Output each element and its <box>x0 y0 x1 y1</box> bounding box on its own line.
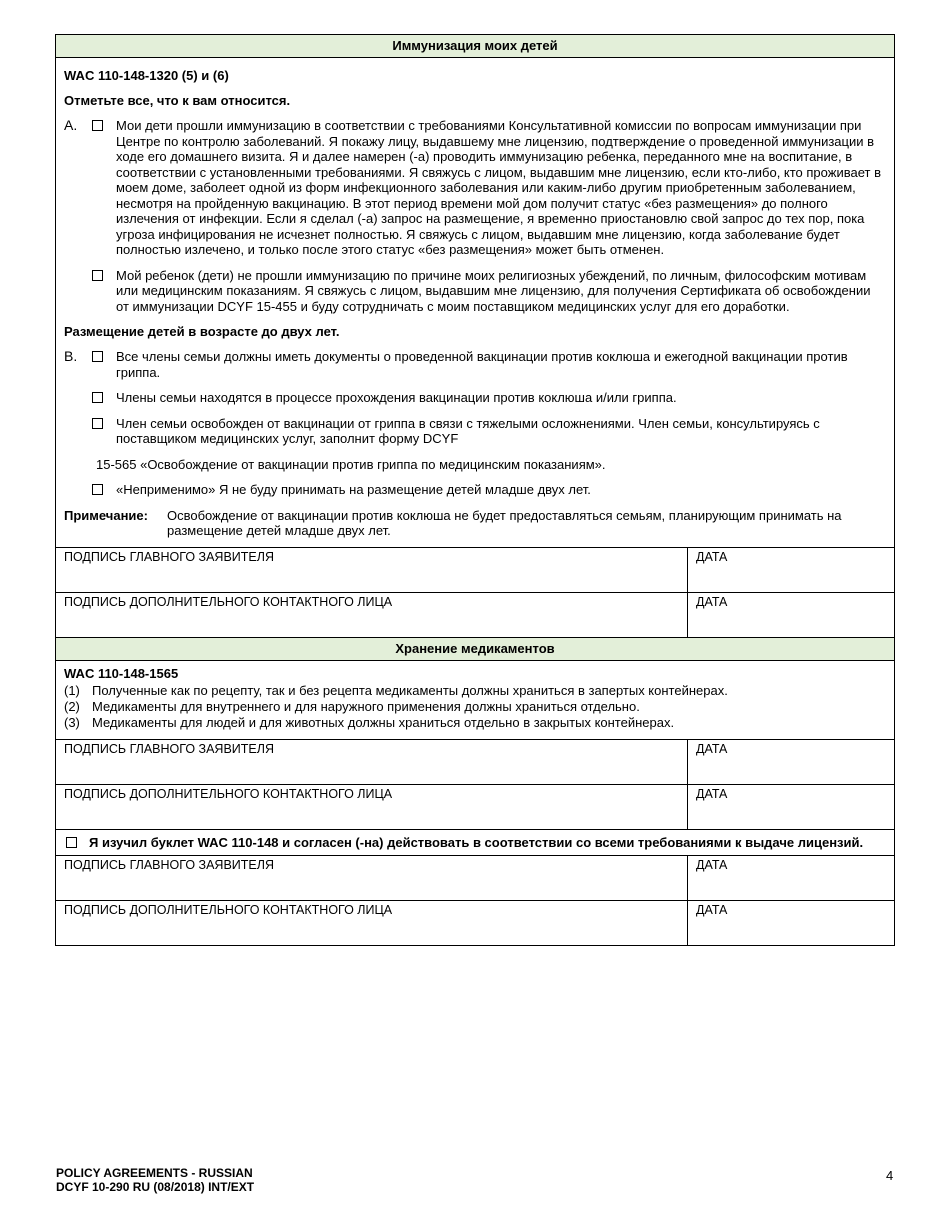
primary-signature-field[interactable]: ПОДПИСЬ ГЛАВНОГО ЗАЯВИТЕЛЯ <box>56 740 688 784</box>
checkbox-b3[interactable] <box>92 418 103 429</box>
option-b1-text: Все члены семьи должны иметь документы о проведенной вакцинации против коклюша и ежегодной вакцинации против гриппа. <box>116 349 848 380</box>
checkbox-b2[interactable] <box>92 392 103 403</box>
agreement-checkbox[interactable] <box>66 837 77 848</box>
list-item: (2) Медикаменты для внутреннего и для наружного применения должны храниться отдельно. <box>64 698 640 714</box>
signature-row-primary-1 <box>56 547 894 592</box>
footer-form-title: POLICY AGREEMENTS - RUSSIAN <box>56 1166 253 1180</box>
option-b1 <box>64 349 886 380</box>
secondary-signature-field[interactable]: ПОДПИСЬ ДОПОЛНИТЕЛЬНОГО КОНТАКТНОГО ЛИЦА <box>56 593 688 637</box>
date-field[interactable]: ДАТА <box>696 594 728 609</box>
immunization-header: Иммунизация моих детей <box>56 35 894 58</box>
checkbox-a1[interactable] <box>92 120 103 131</box>
immunization-section <box>56 58 894 547</box>
secondary-signature-field[interactable]: ПОДПИСЬ ДОПОЛНИТЕЛЬНОГО КОНТАКТНОГО ЛИЦА <box>56 901 688 945</box>
instruction-text: Отметьте все, что к вам относится. <box>64 93 291 108</box>
option-b3-cont-text: 15-565 «Освобождение от вакцинации против гриппа по медицинским показаниям». <box>96 456 606 472</box>
option-a1-text: Мои дети прошли иммунизацию в соответствии с требованиями Консультативной комиссии по вопросам иммунизации при Центре по контролю заболеваний. Я покажу лицу, выдавшему мне лицензию, подтверждение о проведенной иммунизации в ходе его домашнего визита. Я и далее намерен (-а) проводить иммунизацию ребенка, переданного мне на воспитание, в соответствии с установленными требованиями. Я свяжусь с лицом, выдавшим мне лицензию, если кто-либо, кто проживает в моем доме, заболеет одной из форм инфекционного заболевания или каким-либо другим приобретенным заболеванием, несмотря на пройденную вакцинацию. В этот период времени мой дом получит статус «без размещения» до полного излечения от инфекции. Если я сделал (-а) запрос на размещение, я временно приостановлю свой запрос до тех пор, пока угроза инфицирования не исчезнет полностью. Я свяжусь с лицом, выдавшим мне лицензию, когда заболевание будет полностью излечено, и только после этого статус «без размещения» может быть отменен. <box>116 118 881 257</box>
option-b2-text: Члены семьи находятся в процессе прохождения вакцинации против коклюша и/или гриппа. <box>116 390 677 405</box>
under-two-heading: Размещение детей в возрасте до двух лет. <box>64 324 340 339</box>
medication-section <box>56 661 894 739</box>
footer <box>56 1166 254 1194</box>
option-a2-text: Мой ребенок (дети) не прошли иммунизацию по причине моих религиозных убеждений, по личным, философским мотивам или медицинским показаниям. Я свяжусь с лицом, выдавшим мне лицензию, для получения Сертификата об освобождении от иммунизации DCYF 15-455 и буду сотрудничать с моим поставщиком медицинских услуг для его доработки. <box>116 267 871 314</box>
option-b3-text: Член семьи освобожден от вакцинации от гриппа в связи с тяжелыми осложнениями. Член семьи, консультируясь с поставщиком медицинских услуг, заполнит форму DCYF <box>116 415 820 446</box>
signature-row-secondary-2 <box>56 784 894 829</box>
option-b-letter: B. <box>64 348 78 364</box>
option-a-letter: A. <box>64 117 78 133</box>
list-item: (3) Медикаменты для людей и для животных должны храниться отдельно в закрытых контейнерах. <box>64 714 675 730</box>
option-b4-text: «Неприменимо» Я не буду принимать на размещение детей младше двух лет. <box>116 482 591 497</box>
date-field[interactable]: ДАТА <box>696 857 728 872</box>
option-a2 <box>64 268 886 315</box>
option-b2 <box>64 390 886 406</box>
signature-row-primary-2 <box>56 739 894 784</box>
option-b3 <box>64 416 886 447</box>
primary-signature-field[interactable]: ПОДПИСЬ ГЛАВНОГО ЗАЯВИТЕЛЯ <box>56 548 688 592</box>
medication-wac: WAC 110-148-1565 <box>64 665 179 681</box>
option-a1 <box>64 118 886 258</box>
date-field[interactable]: ДАТА <box>696 902 728 917</box>
agreement-text: Я изучил буклет WAC 110-148 и согласен (-на) действовать в соответствии со всеми требованиями к выдаче лицензий. <box>89 834 864 850</box>
note-text: Освобождение от вакцинации против коклюша не будет предоставляться семьям, планирующим принимать на размещение детей младше двух лет. <box>167 507 842 538</box>
list-item: (1) Полученные как по рецепту, так и без рецепта медикаменты должны храниться в запертых контейнерах. <box>64 682 728 698</box>
date-field[interactable]: ДАТА <box>696 549 728 564</box>
option-b4 <box>64 482 886 498</box>
immunization-wac: WAC 110-148-1320 (5) и (6) <box>64 68 229 83</box>
note <box>64 508 886 539</box>
signature-row-primary-3 <box>56 855 894 900</box>
date-field[interactable]: ДАТА <box>696 786 728 801</box>
note-label: Примечание: <box>64 507 148 523</box>
signature-row-secondary-1 <box>56 592 894 637</box>
signature-row-secondary-3 <box>56 900 894 945</box>
page-number: 4 <box>886 1168 894 1183</box>
policy-form <box>55 34 895 946</box>
checkbox-b1[interactable] <box>92 351 103 362</box>
agreement-row <box>56 829 894 855</box>
checkbox-a2[interactable] <box>92 270 103 281</box>
primary-signature-field[interactable]: ПОДПИСЬ ГЛАВНОГО ЗАЯВИТЕЛЯ <box>56 856 688 900</box>
checkbox-b4[interactable] <box>92 484 103 495</box>
secondary-signature-field[interactable]: ПОДПИСЬ ДОПОЛНИТЕЛЬНОГО КОНТАКТНОГО ЛИЦА <box>56 785 688 829</box>
medication-header: Хранение медикаментов <box>56 637 894 661</box>
date-field[interactable]: ДАТА <box>696 741 728 756</box>
footer-form-number: DCYF 10-290 RU (08/2018) INT/EXT <box>56 1180 255 1194</box>
option-b3-continuation <box>64 457 886 473</box>
